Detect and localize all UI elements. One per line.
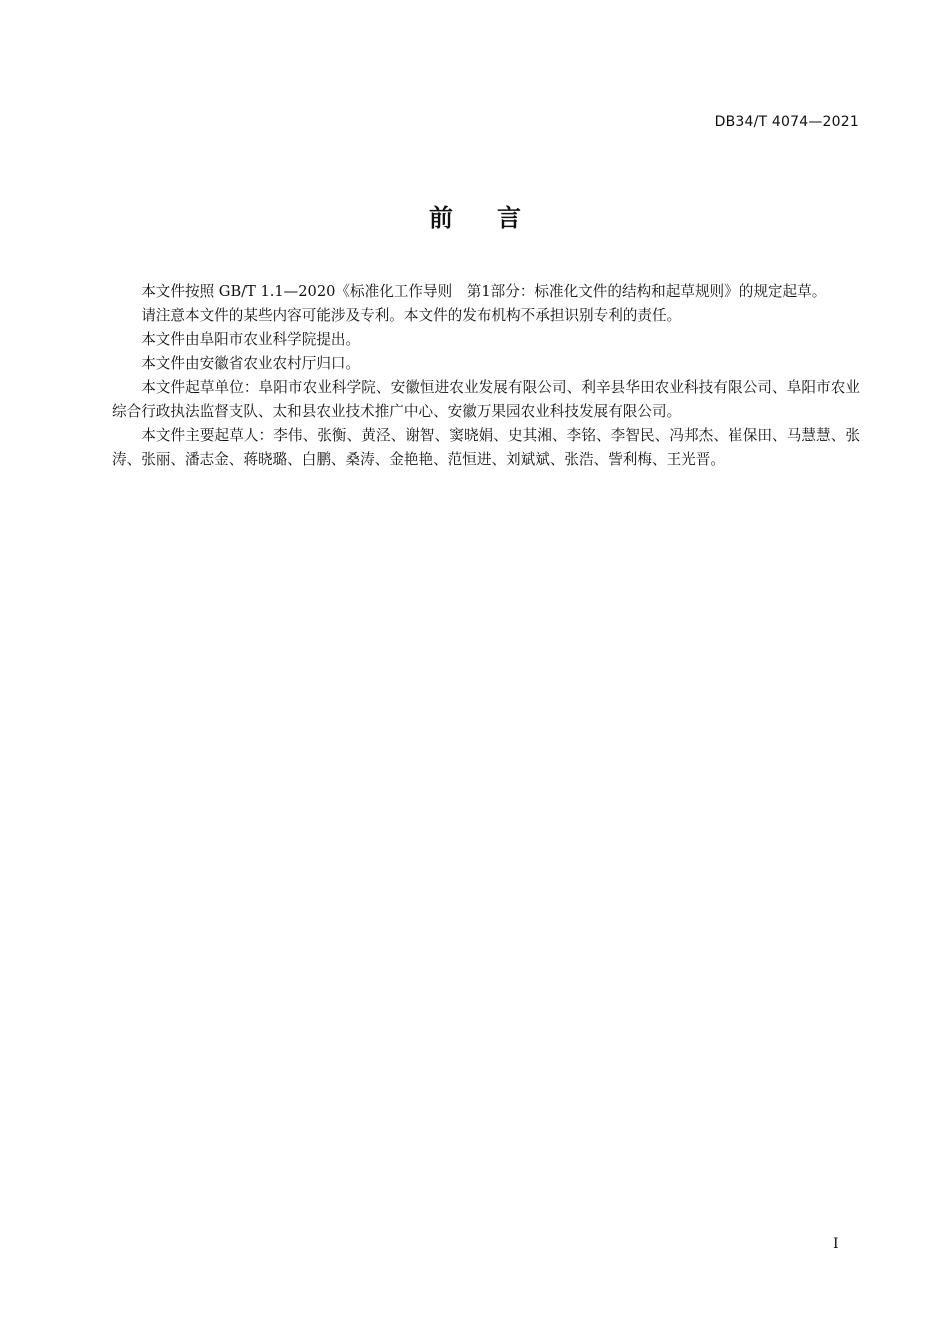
foreword-body [112, 280, 860, 472]
page-number: I [833, 1236, 839, 1252]
paragraph-administrator: 本文件由安徽省农业农村厅归口。 [141, 355, 361, 372]
document-code: DB34/T 4074—2021 [714, 114, 859, 130]
paragraph-proposer: 本文件由阜阳市农业科学院提出。 [141, 331, 361, 348]
paragraph-patent-notice: 请注意本文件的某些内容可能涉及专利。本文件的发布机构不承担识别专利的责任。 [141, 307, 682, 324]
paragraph-drafting-units: 本文件起草单位：阜阳市农业科学院、安徽恒进农业发展有限公司、利辛县华田农业科技有限公司、阜阳市农业综合行政执法监督支队、太和县农业技术推广中心、安徽万果园农业科技发展有限公司。 [112, 379, 860, 420]
paragraph-drafting-basis: 本文件按照 GB/T 1.1—2020《标准化工作导则 第1部分：标准化文件的结构和起草规则》的规定起草。 [141, 283, 827, 300]
paragraph-drafters: 本文件主要起草人：李伟、张衡、黄泾、谢智、窦晓娟、史其湘、李铭、李智民、冯邦杰、崔保田、马慧慧、张涛、张丽、潘志金、蒋晓璐、白鹏、桑涛、金艳艳、范恒进、刘斌斌、张浩、訾利梅、王光晋。 [112, 427, 860, 468]
section-title: 前言 [429, 204, 565, 232]
